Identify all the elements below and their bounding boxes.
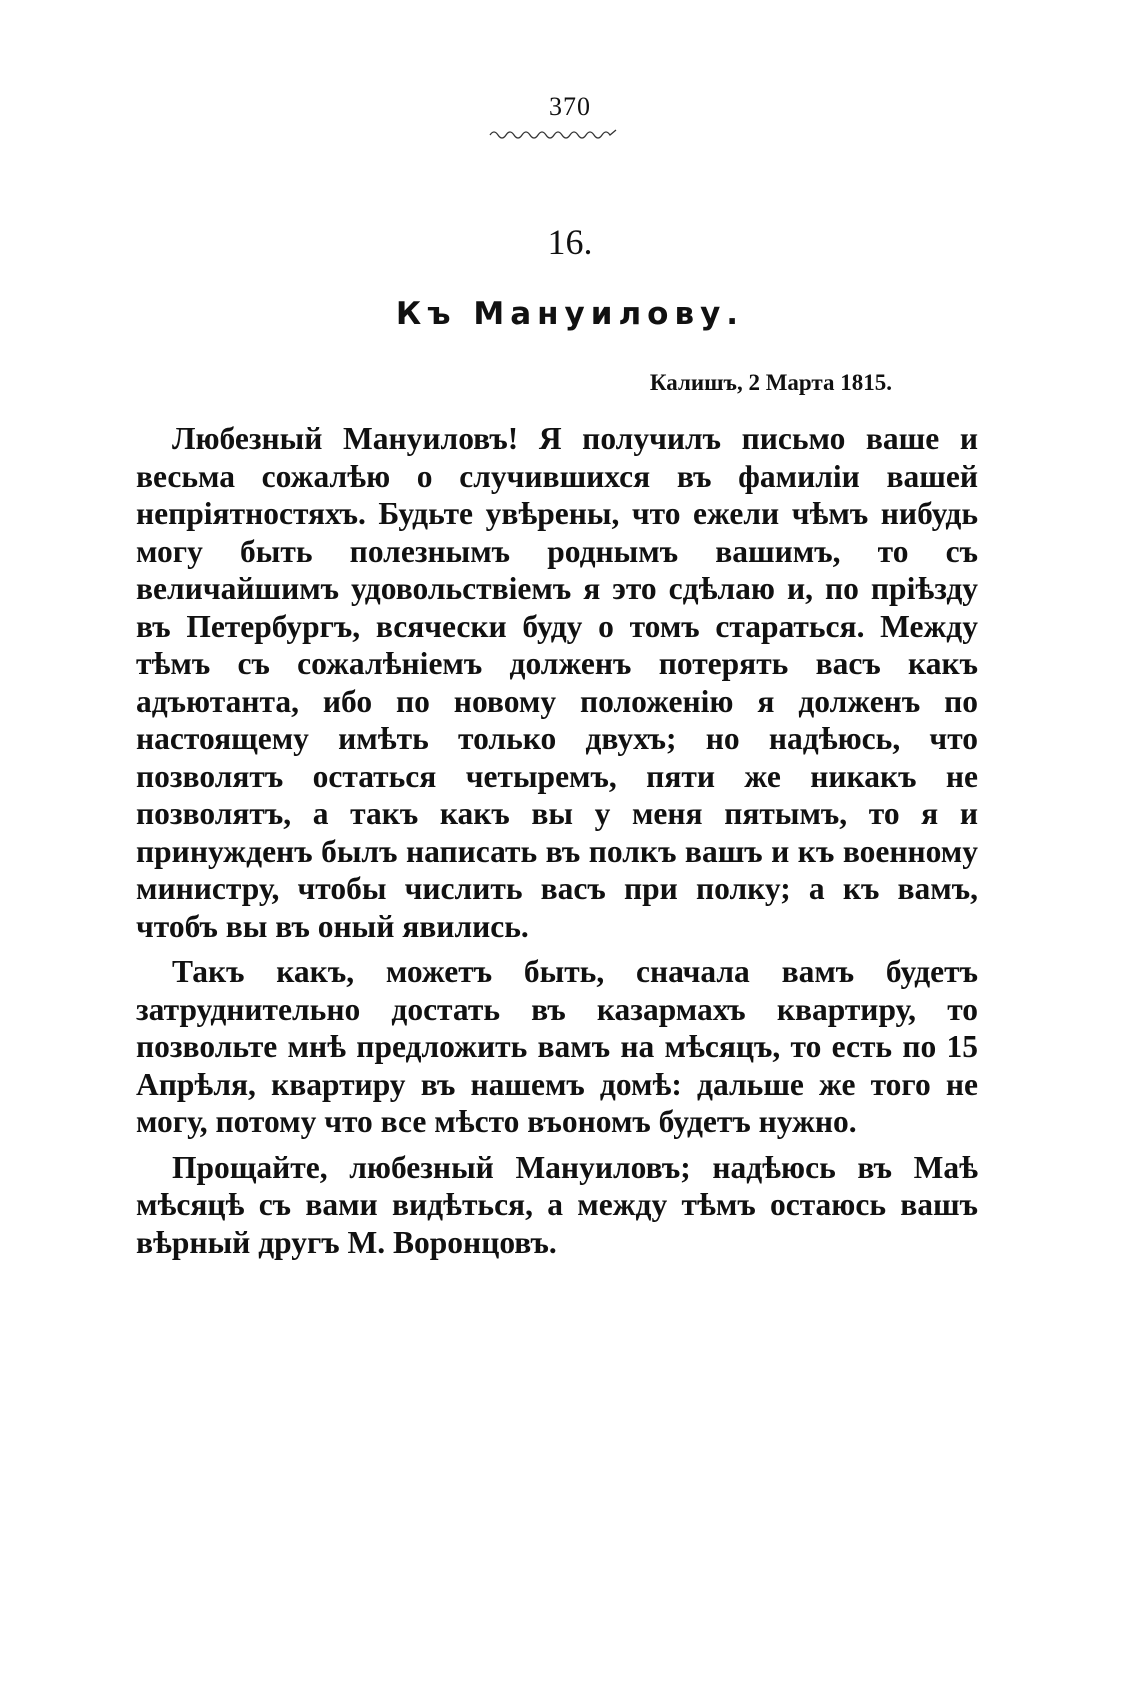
letter-title: Къ Мануилову. [395, 296, 745, 332]
page-number: 370 [549, 92, 591, 121]
letter-number: 16. [547, 222, 593, 262]
paragraph: Прощайте, любезный Мануиловъ; надѣюсь въ Маѣ мѣсяцѣ съ вами видѣться, а между тѣмъ остаюсь вашъ вѣрный другъ М. Воронцовъ. [136, 1149, 978, 1260]
paragraph: Такъ какъ, можетъ быть, сначала вамъ будетъ затруднительно достать въ казармахъ квартиру, то позвольте мнѣ предложить вамъ на мѣсяцъ, то есть по 15 Апрѣля, квартиру въ нашемъ домѣ: дальше же того не могу, потому что все мѣсто въономъ будетъ нужно. [136, 954, 978, 1139]
letter-body [136, 420, 978, 1269]
decorative-rule-icon [488, 126, 624, 140]
paragraph: Любезный Мануиловъ! Я получилъ письмо ваше и весьма сожалѣю о случившихся въ фамиліи вашей непріятностяхъ. Будьте увѣрены, что ежели чѣмъ нибудь могу быть полезнымъ роднымъ вашимъ, то съ величайшимъ удовольствіемъ я это сдѣлаю и, по пріѣзду въ Петербургъ, всячески буду о томъ стараться. Между тѣмъ съ сожалѣніемъ долженъ потерять васъ какъ адъютанта, ибо по новому положенію я долженъ по настоящему имѣть только двухъ; но надѣюсь, что позволятъ остаться четыремъ, пяти же никакъ не позволятъ, а такъ какъ вы у меня пятымъ, то я и принужденъ былъ написать въ полкъ вашъ и къ военному министру, чтобы числить васъ при полку; а къ вамъ, чтобъ вы въ оный явились. [136, 421, 978, 944]
letter-dateline: Калишъ, 2 Марта 1815. [649, 370, 892, 395]
